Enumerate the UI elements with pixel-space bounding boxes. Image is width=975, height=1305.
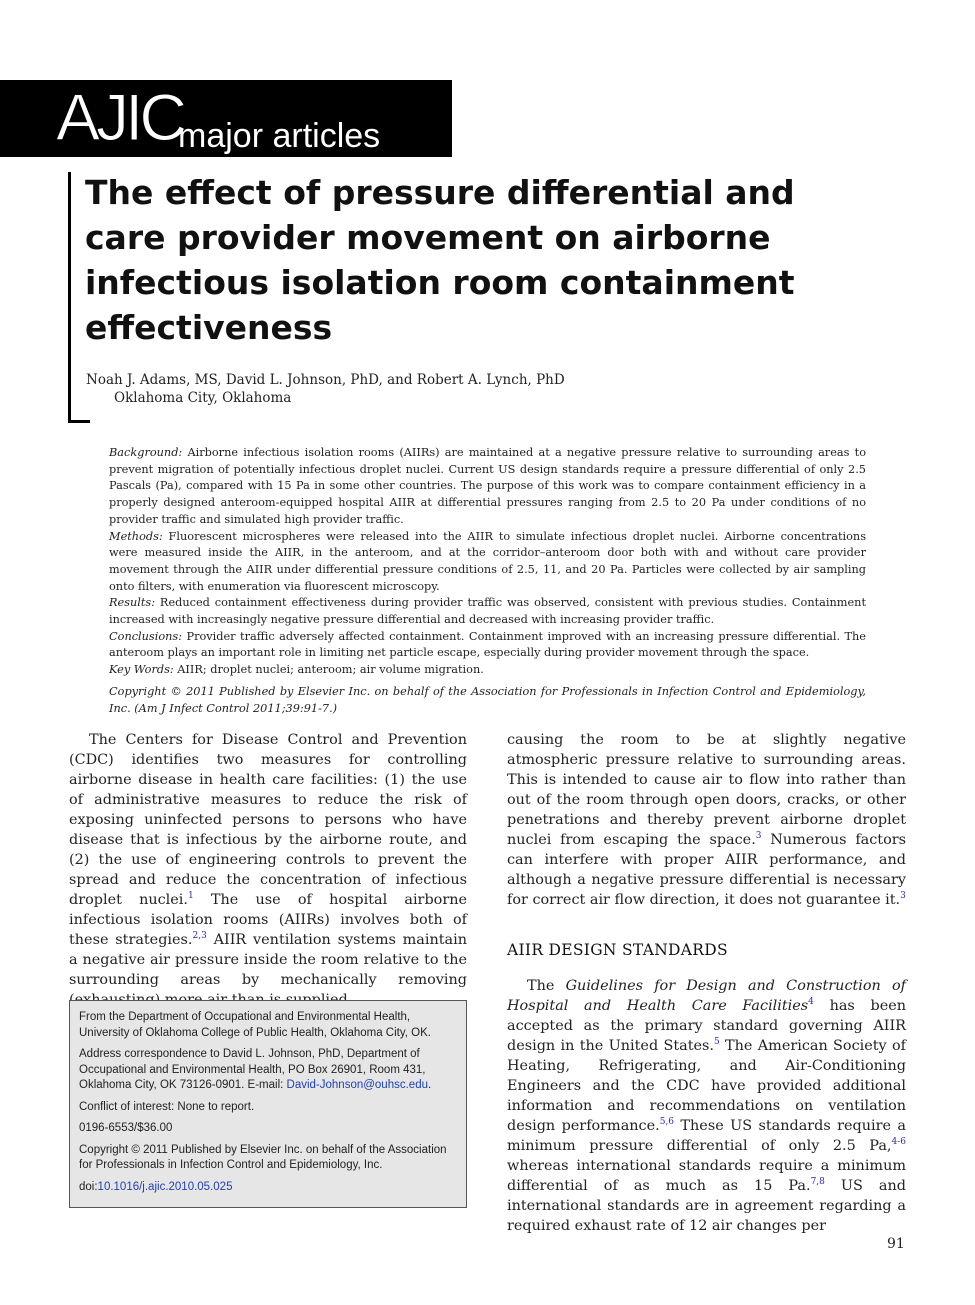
citation-link[interactable]: 2,3: [192, 931, 207, 942]
body-text: The American Society of Heating, Refrigerating, and Air-Conditioning Engineers and the CDC have provided additional information and recommendations on ventilation design performance.: [507, 1038, 907, 1134]
info-address-text: Address correspondence to David L. Johnson, PhD, Department of Occupational and Environmental Health, PO Box 26901, Room 431, Oklahoma City, OK 73126-0901. E-mail:: [79, 1048, 426, 1091]
body-text: has been accepted as the primary standard governing AIIR design in the United States.: [507, 998, 906, 1054]
body-text: The use of hospital airborne infectious isolation rooms (AIIRs) involves both of these strategies.: [69, 892, 467, 948]
abstract-methods: [109, 529, 866, 596]
journal-banner: [0, 80, 452, 157]
article-info-box: [69, 1000, 467, 1208]
body-text: AIIR ventilation systems maintain a negative air pressure inside the room relative to the surrounding areas by mechanically removing: [69, 932, 467, 988]
citation-link[interactable]: 4-6: [891, 1137, 906, 1148]
body-text: Numerous factors can interfere with proper AIIR performance, and although a negative pressure differential is necessary for correct air flow direction, it does not guarantee it.: [507, 832, 906, 908]
info-price: 0196-6553/$36.00: [79, 1122, 173, 1134]
abstract-text: Airborne infectious isolation rooms (AIIRs) are maintained at a negative pressure relative to surrounding areas to prevent migration of potentially infectious droplet nuclei. Current US design standards require a pressure differential of only 2.5 Pascals (Pa), compared with 15 Pa in some other countries. The purpose of this work was to compare containment efficiency in a properly designed anteroom-equipped hospital AIIR at differential pressures ranging from 2.5 to 20 Pa under conditions of no provider traffic and simulated high provider traffic.: [109, 446, 866, 526]
info-address-end: .: [428, 1079, 432, 1091]
abstract-text: Provider traffic adversely affected containment. Containment improved with an increasing pressure differential. The anteroom plays an important role in limiting net particle escape, especially during provider movement through the space.: [109, 629, 866, 660]
abstract-text: Reduced containment effectiveness during provider traffic was observed, consistent with previous studies. Containment increased with increasingly negative pressure differential and decreased with increasing provider traffic.: [109, 596, 866, 627]
article-title: The effect of pressure differential and care provider movement on airborne infectious isolation room containment effectiveness: [85, 173, 795, 347]
citation-link[interactable]: 1: [187, 891, 194, 902]
abstract-copyright: Copyright © 2011 Published by Elsevier Inc. on behalf of the Association for Professionals in Infection Control and Epidemiology, Inc. (Am J Infect Control 2011;39:91-7.): [109, 684, 866, 715]
citation-link[interactable]: 4: [808, 997, 814, 1008]
journal-logo: AJIC: [56, 80, 184, 154]
doi-label: doi:: [79, 1180, 98, 1193]
author-affiliation: Oklahoma City, Oklahoma: [114, 390, 292, 406]
body-text: The: [527, 978, 566, 994]
abstract: [109, 445, 866, 717]
info-conflict: Conflict of interest: None to report.: [79, 1100, 255, 1113]
abstract-label: Key Words:: [109, 663, 174, 677]
body-text: causing the room to be at slightly negative atmospheric pressure relative to surrounding areas. This is intended to cause air to flow into rather than out of the room through open doors, cracks, or other penetrations and thereby prevent airborne droplet nuclei from escaping the space.: [507, 732, 906, 848]
citation-link[interactable]: 7,8: [810, 1177, 825, 1188]
body-text-italic: Guidelines for Design and Construction of Hospital and Health Care Facilities: [507, 978, 906, 1014]
citation-link[interactable]: 3: [755, 831, 762, 842]
page-number: 91: [887, 1236, 905, 1252]
info-address: [79, 1047, 457, 1094]
abstract-label: Background:: [109, 446, 183, 459]
abstract-background: [109, 445, 866, 529]
section-heading: AIIR DESIGN STANDARDS: [507, 941, 728, 959]
body-text: US and international standards are in agreement regarding a required exhaust rate of 12 air changes per: [507, 1178, 906, 1234]
abstract-label: Conclusions:: [109, 629, 183, 643]
abstract-conclusions: [109, 629, 866, 662]
abstract-label: Methods:: [109, 529, 163, 543]
body-text: The Centers for Disease Control and Prevention (CDC) identifies two measures for controlling airborne disease in health care facilities: (1) the use of administrative measures to reduce the risk of exposing uninfected persons to persons who have disease that is infectious by the airborne route, and (2) the use of engineering controls to prevent the spread and reduce the concentration of infectious droplet nuclei.: [69, 732, 467, 908]
info-copyright: Copyright © 2011 Published by Elsevier Inc. on behalf of the Association for Professionals in Infection Control and Epidemiology, Inc.: [79, 1143, 447, 1171]
abstract-text: Fluorescent microspheres were released into the AIIR to simulate infectious droplet nuclei. Airborne concentrations were measured inside the AIIR, in the anteroom, and at the corridor–anteroom door both with and without care provider movement through the AIIR under differential pressure conditions of 2.5, 11, and 20 Pa. Particles were collected by air sampling onto filters, with enumeration via fluorescent microscopy.: [109, 529, 866, 593]
body-column-left: [69, 730, 467, 1010]
body-text: These US standards require a minimum pressure differential of only 2.5 Pa,: [507, 1118, 906, 1154]
citation-link[interactable]: 3: [900, 891, 906, 902]
info-from: From the Department of Occupational and Environmental Health, University of Oklahoma College of Public Health, Oklahoma City, OK.: [79, 1011, 431, 1039]
info-doi: [79, 1180, 457, 1196]
body-paragraph: [507, 976, 906, 1236]
body-text: whereas international standards require a minimum differential of as much as 15 Pa.: [507, 1158, 906, 1194]
author-list: Noah J. Adams, MS, David L. Johnson, PhD, and Robert A. Lynch, PhD: [86, 372, 565, 388]
abstract-keywords: [109, 662, 866, 679]
abstract-text: AIIR; droplet nuclei; anteroom; air volume migration.: [173, 663, 484, 677]
doi-link[interactable]: 10.1016/j.ajic.2010.05.025: [97, 1180, 233, 1193]
section-label: major articles: [178, 117, 381, 155]
citation-link[interactable]: 5,6: [659, 1117, 675, 1128]
abstract-label: Results:: [109, 596, 156, 610]
email-link[interactable]: David-Johnson@ouhsc.edu: [286, 1079, 428, 1091]
abstract-results: [109, 595, 866, 628]
body-column-right: [507, 730, 906, 1236]
body-paragraph: [507, 730, 906, 910]
body-paragraph: [69, 730, 467, 1010]
citation-link[interactable]: 5: [713, 1037, 720, 1048]
